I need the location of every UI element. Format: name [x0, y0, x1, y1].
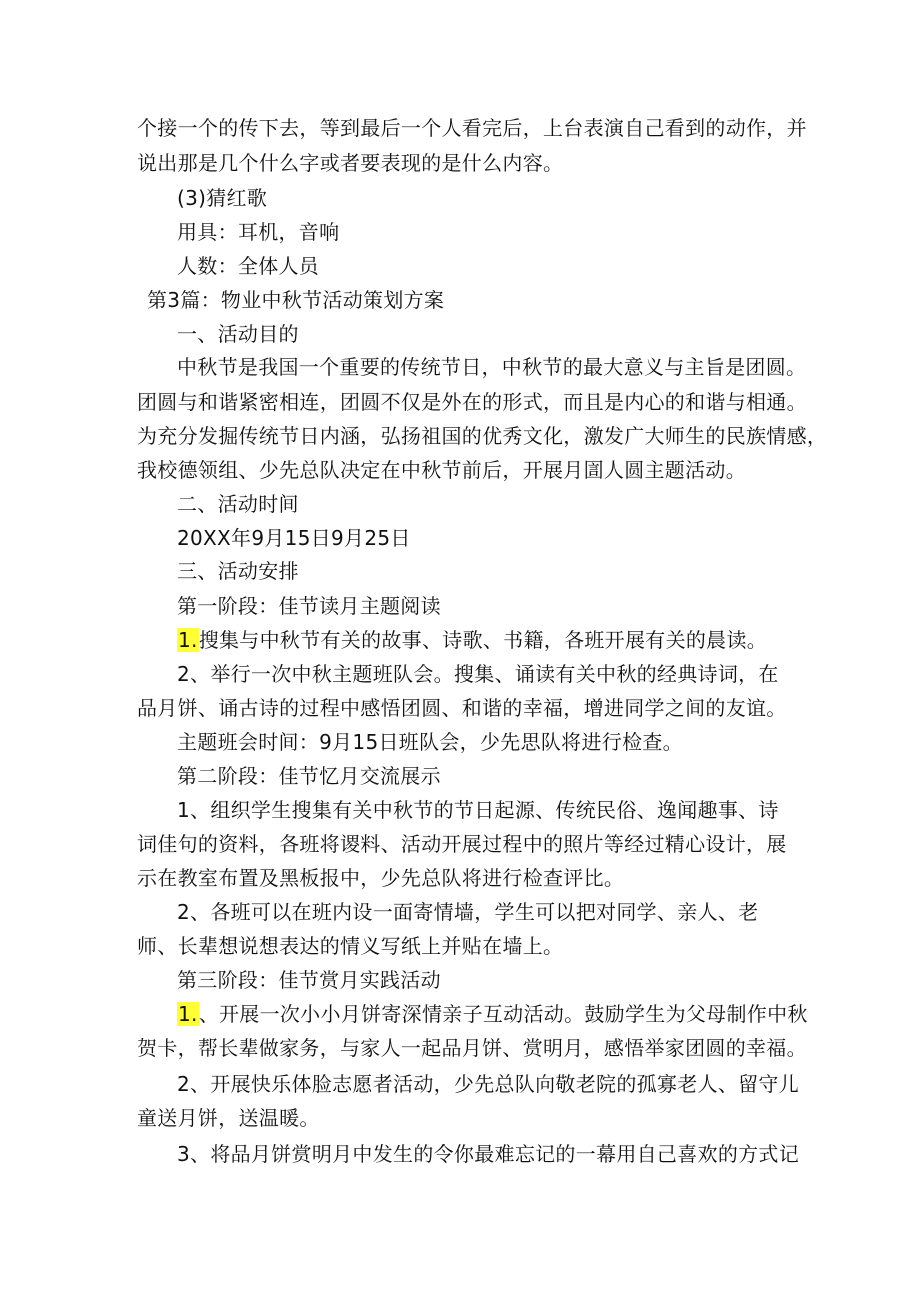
paragraph-line: 人数：全体人员 — [177, 254, 320, 278]
paragraph-line: 用具：耳机，音响 — [177, 220, 340, 244]
paragraph-line: 1、组织学生搜集有关中秋节的节日起源、传统民俗、逸闻趣事、诗 — [177, 798, 779, 822]
section-heading: (3)猜红歌 — [177, 186, 268, 210]
list-item-text: 搜集与中秋节有关的故事、诗歌、书籍，各班开展有关的晨读。 — [198, 628, 768, 652]
section-heading: 一、活动目的 — [177, 322, 299, 346]
paragraph-line: 童送月饼，送温暖。 — [137, 1106, 320, 1130]
paragraph-line: 2、开展快乐体脸志愿者活动，少先总队向敬老院的孤寡老人、留守儿 — [177, 1072, 800, 1096]
paragraph-line: 2、各班可以在班内设一面寄情墙，学生可以把对同学、亲人、老 — [177, 900, 759, 924]
paragraph-line: 说出那是几个什么字或者要表现的是什么内容。 — [137, 151, 564, 175]
list-item-text: 、开展一次小小月饼寄深情亲子互动活动。鼓励学生为父母制作中秋 — [198, 1002, 808, 1026]
paragraph-line: 中秋节是我国一个重要的传统节日，中秋节的最大意义与主旨是团圆。 — [177, 355, 807, 379]
article-title: 第3篇：物业中秋节活动策划方案 — [147, 288, 445, 312]
section-heading: 二、活动时间 — [177, 492, 299, 516]
stage-heading: 第三阶段：佳节赏月实践活动 — [177, 968, 441, 992]
stage-heading: 第二阶段：佳节忆月交流展示 — [177, 764, 441, 788]
paragraph-line: 3、将品月饼赏明月中发生的令你最难忘记的一幕用自己喜欢的方式记 — [177, 1142, 800, 1166]
paragraph-line: 我校德领组、少先总队决定在中秋节前后，开展月圁人圆主题活动。 — [137, 458, 746, 482]
highlight-mark: 1. — [178, 628, 198, 652]
paragraph-line: 示在教室布置及黑板报中，少先总队将进行检查评比。 — [137, 866, 625, 890]
paragraph-line: 个接一个的传下去，等到最后一个人看完后，上台表演自己看到的动作，并 — [137, 116, 807, 140]
list-item — [177, 627, 767, 653]
paragraph-line: 2、举行一次中秋主题班队会。搜集、诵读有关中秋的经典诗词，在 — [177, 662, 779, 686]
paragraph-line: 词佳句的资料，各班将谡料、活动开展过程中的照片等经过精心设计，展 — [137, 832, 787, 856]
paragraph-line: 贺卡，帮长辈做家务，与家人一起品月饼、赏明月，感悟举家团圆的幸福。 — [137, 1036, 807, 1060]
paragraph-line: 品月饼、诵古诗的过程中感悟团圆、和谐的幸福，增进同学之间的友谊。 — [137, 696, 787, 720]
paragraph-line: 团圆与和谐紧密相连，团圆不仅是外在的形式，而且是内心的和谐与相通。 — [137, 390, 807, 414]
date-range: 20XX年9月15日9月25日 — [177, 526, 411, 550]
stage-heading: 第一阶段：佳节读月主题阅读 — [177, 594, 441, 618]
paragraph-line: 师、长辈想说想表达的情义写纸上并贴在墙上。 — [137, 934, 564, 958]
list-item — [177, 1001, 808, 1027]
paragraph-line: 主题班会时间：9月15日班队会，少先思队将进行检查。 — [177, 730, 683, 754]
paragraph-line: 为充分发掘传统节日内涵，弘扬祖国的优秀文化，激发广大师生的民族情感， — [137, 424, 828, 448]
section-heading: 三、活动安排 — [177, 559, 299, 583]
highlight-mark: 1. — [178, 1002, 198, 1026]
